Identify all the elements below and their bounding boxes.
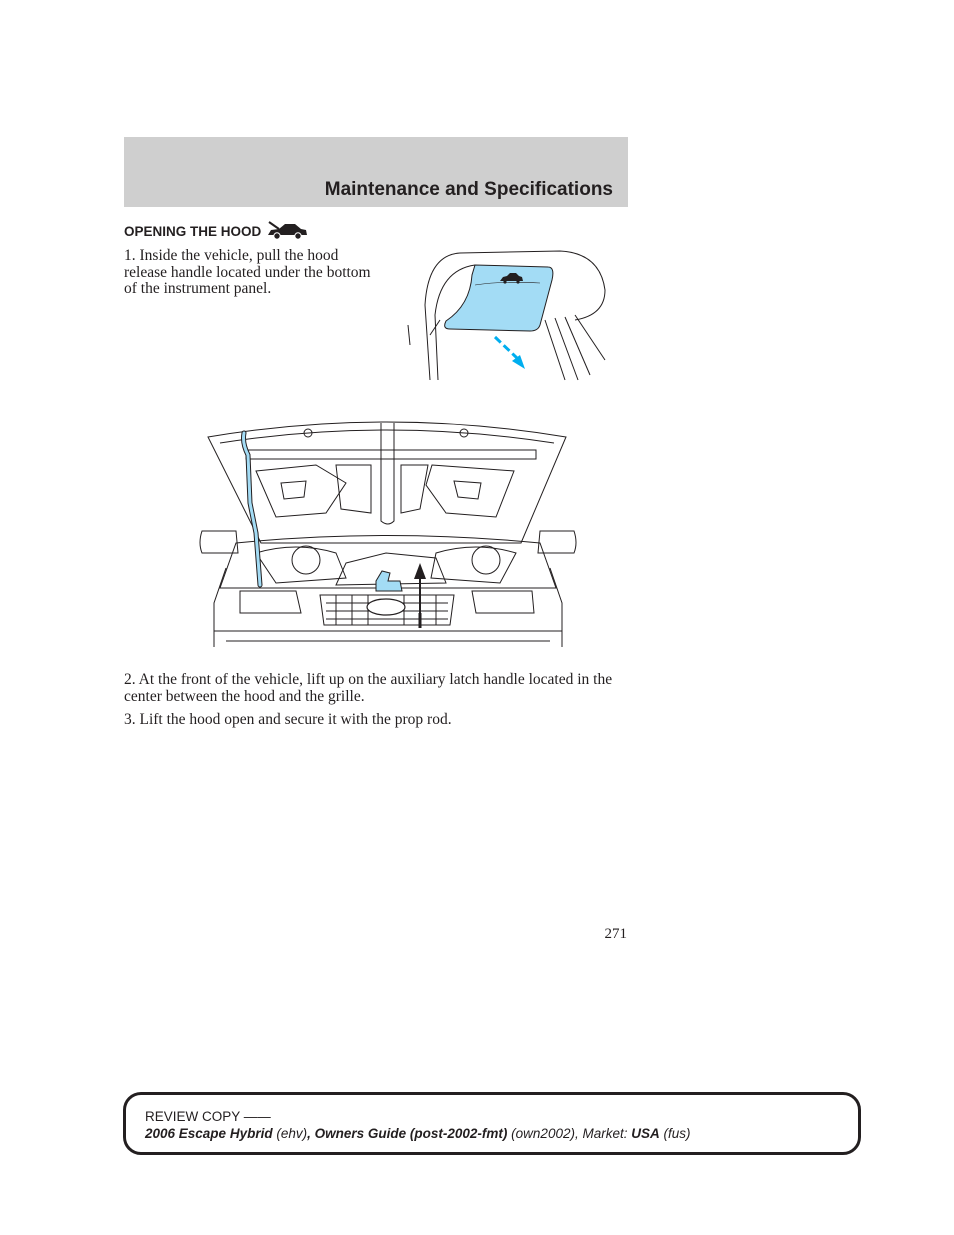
section-header-band: [124, 137, 628, 207]
market-code: (fus): [663, 1126, 691, 1141]
subsection-heading-text: OPENING THE HOOD: [124, 223, 262, 239]
guide-name: Owners Guide (post-2002-fmt): [314, 1126, 508, 1141]
model-name: 2006 Escape Hybrid: [145, 1126, 273, 1141]
review-copy-label: REVIEW COPY ——: [145, 1109, 271, 1124]
subsection-heading: [124, 220, 309, 242]
market-name: USA: [631, 1126, 660, 1141]
section-title: Maintenance and Specifications: [324, 179, 613, 200]
hood-release-illustration: [400, 245, 620, 385]
ford-oval-emblem: [367, 599, 405, 615]
document-info-line: [145, 1125, 858, 1142]
car-hood-icon: [265, 221, 309, 241]
model-code: (ehv): [276, 1126, 308, 1141]
guide-code: (own2002): [511, 1126, 575, 1141]
auxiliary-latch-handle: [376, 571, 402, 591]
separator-1: ,: [307, 1126, 315, 1141]
page-number: 271: [604, 926, 627, 942]
pull-direction-arrow: [495, 337, 518, 359]
review-copy-footer: [123, 1092, 861, 1155]
step-1-text: 1. Inside the vehicle, pull the hood release handle located under the bottom of the instrument panel.: [124, 247, 371, 297]
market-label: , Market:: [574, 1126, 632, 1141]
step-2-text: 2. At the front of the vehicle, lift up on the auxiliary latch handle located in the center between the hood and the grille.: [124, 671, 613, 705]
open-hood-illustration: [196, 413, 580, 653]
hood-release-handle: [445, 265, 553, 331]
step-3-text: 3. Lift the hood open and secure it with the prop rod.: [124, 711, 452, 728]
